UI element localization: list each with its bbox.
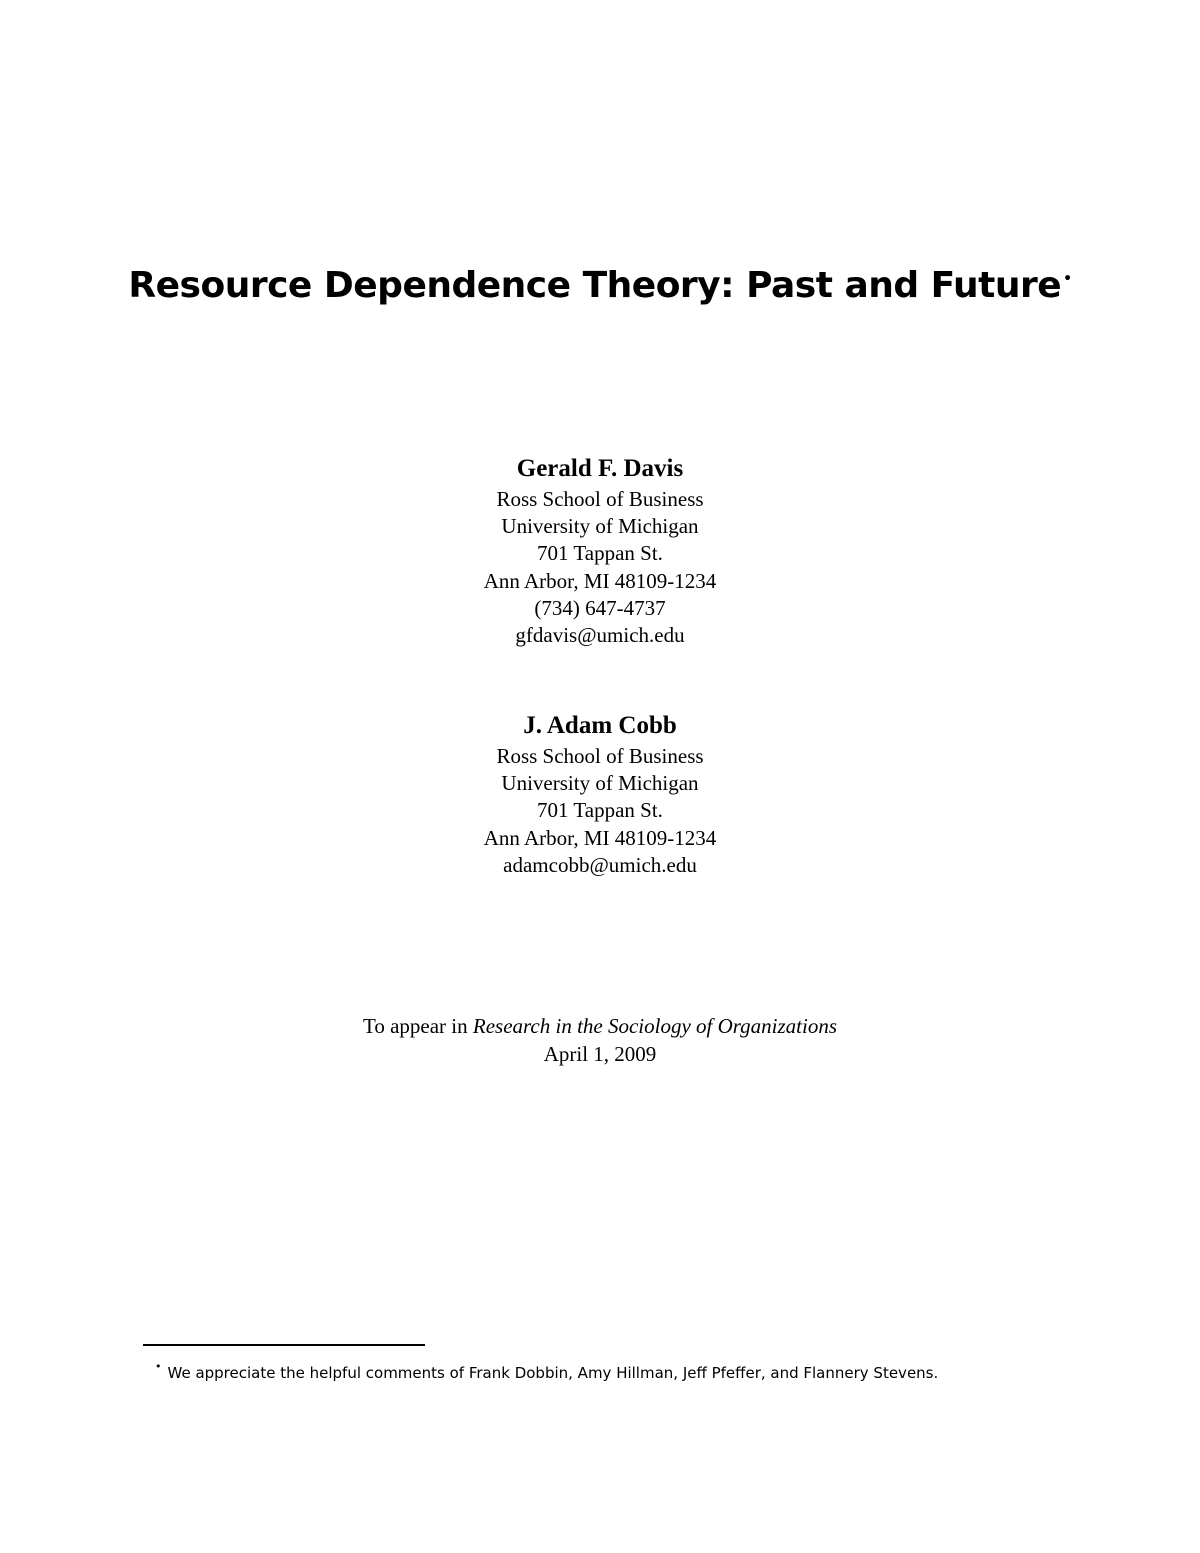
author-city-address: Ann Arbor, MI 48109-1234 bbox=[483, 568, 717, 593]
author-name: J. Adam Cobb bbox=[523, 712, 677, 739]
paper-title bbox=[0, 262, 1200, 317]
publication-prefix: To appear in bbox=[362, 1014, 473, 1038]
author-affiliation-school: Ross School of Business bbox=[496, 744, 704, 768]
author-name: Gerald F. Davis bbox=[516, 455, 684, 482]
author-affiliation-university: University of Michigan bbox=[501, 514, 699, 539]
author-affiliation-university: University of Michigan bbox=[501, 771, 699, 796]
publication-venue-line bbox=[0, 1012, 1200, 1040]
footnote-text: We appreciate the helpful comments of Frank Dobbin, Amy Hillman, Jeff Pfeffer, and Flannery Stevens. bbox=[167, 1364, 939, 1382]
author-city-address: Ann Arbor, MI 48109-1234 bbox=[483, 825, 717, 850]
author-email: gfdavis@umich.edu bbox=[515, 623, 685, 648]
footnote-marker: • bbox=[155, 1360, 162, 1373]
author-phone: (734) 647-4737 bbox=[534, 595, 666, 620]
author-affiliation-school: Ross School of Business bbox=[496, 487, 704, 511]
publication-venue: Research in the Sociology of Organizations bbox=[472, 1014, 838, 1038]
publication-date: April 1, 2009 bbox=[543, 1042, 657, 1066]
paper-title-text: Resource Dependence Theory: Past and Future bbox=[128, 265, 1062, 306]
author-street-address: 701 Tappan St. bbox=[537, 541, 663, 566]
author-email: adamcobb@umich.edu bbox=[503, 852, 697, 877]
title-footnote-marker: • bbox=[1063, 271, 1072, 287]
author-block-davis bbox=[0, 452, 1200, 649]
author-block-cobb bbox=[0, 709, 1200, 879]
footnote-divider bbox=[143, 1344, 425, 1346]
publication-info bbox=[0, 1012, 1200, 1068]
acknowledgment-footnote bbox=[155, 1360, 1105, 1388]
author-street-address: 701 Tappan St. bbox=[537, 798, 663, 823]
